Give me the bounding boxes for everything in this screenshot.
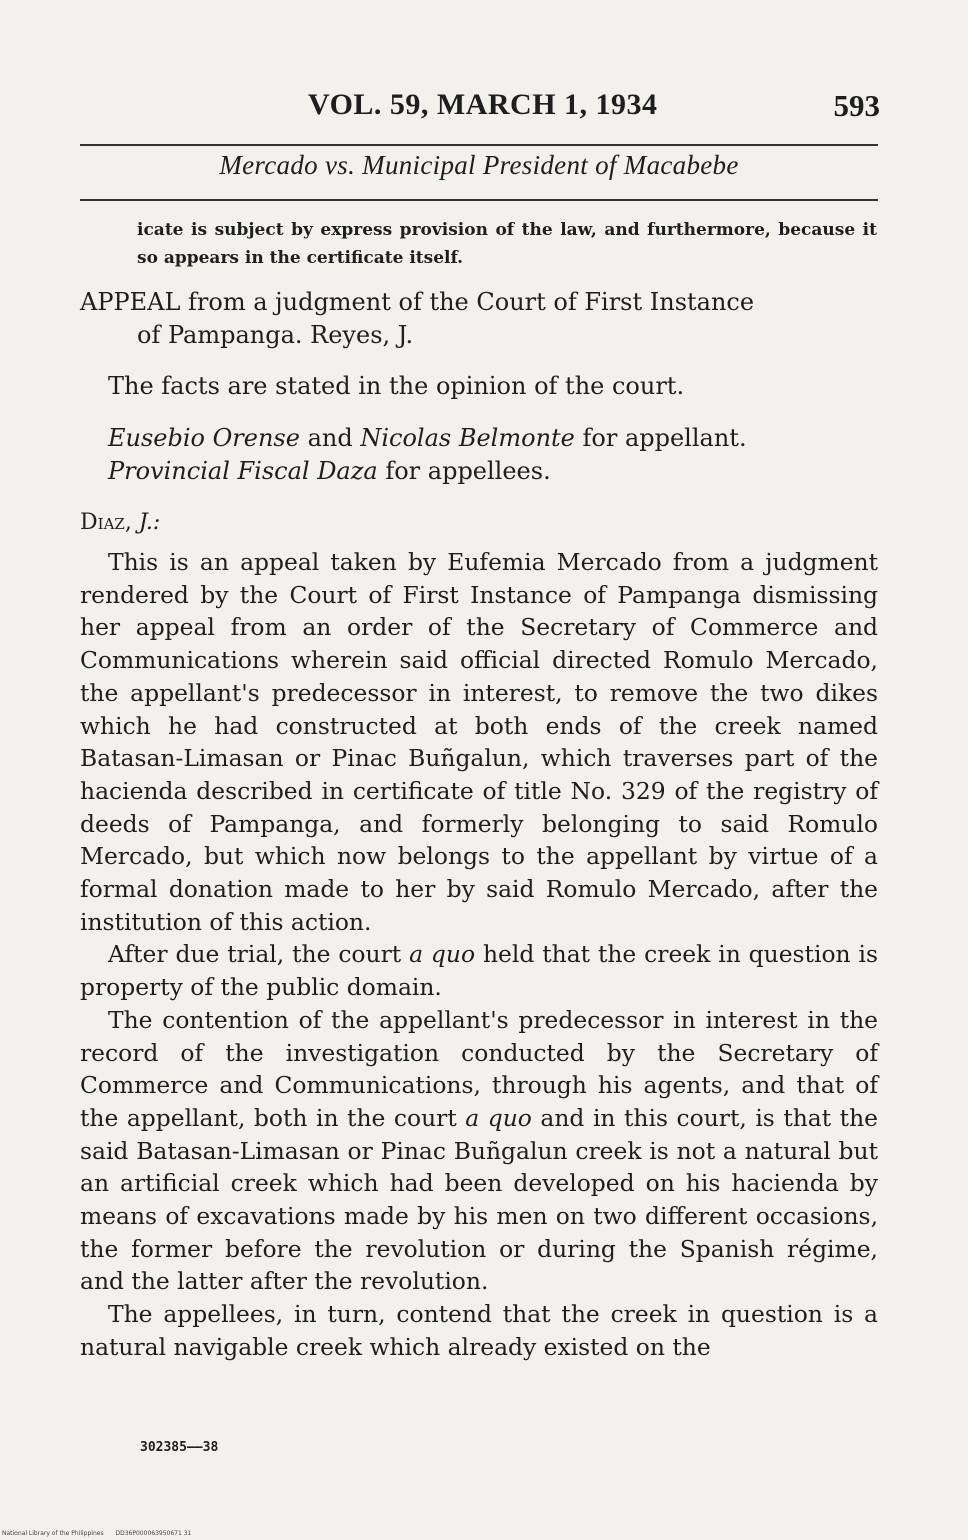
- counsel-block: [108, 422, 878, 488]
- ponente-suffix: J.:: [138, 510, 161, 535]
- syllabus-text: [137, 216, 877, 272]
- appeal-line-1: APPEAL from a judgment of the Court of First Instance: [80, 288, 755, 316]
- header-rule-bottom: [80, 199, 878, 201]
- footer-library: National Library of the Philippines: [2, 1530, 104, 1537]
- running-head: [80, 88, 880, 134]
- appellant-counsel-suffix: for appellant.: [574, 424, 747, 452]
- p2-italic: a quo: [409, 940, 476, 969]
- volume-date: VOL. 59, MARCH 1, 1934: [308, 88, 658, 121]
- opinion-paragraph-2: [80, 938, 878, 1003]
- facts-statement: The facts are stated in the opinion of the court.: [108, 372, 685, 400]
- opinion-paragraph-4: The appellees, in turn, contend that the creek in question is a natural navigable creek which already existed on the: [80, 1300, 878, 1361]
- opinion-paragraph-3: [80, 1004, 878, 1298]
- ponente: [80, 510, 160, 535]
- ponente-name: Diaz,: [80, 510, 139, 535]
- scan-footer: [2, 1530, 201, 1537]
- opinion-paragraph-1: This is an appeal taken by Eufemia Mercado from a judgment rendered by the Court of First Instance of Pampanga dismissing her appeal from an order of the Secretary of Commerce and Communications wherein said official directed Romulo Mercado, the appellant's predecessor in interest, to remove the two dikes which he had constructed at both ends of the creek named Batasan-Limasan or Pinac Buñgalun, which traverses part of the hacienda described in certificate of title No. 329 of the registry of deeds of Pampanga, and formerly belonging to said Romulo Mercado, but which now belongs to the appellant by virtue of a formal donation made to her by said Romulo Mercado, after the institution of this action.: [80, 548, 878, 936]
- p3-italic: a quo: [465, 1103, 532, 1132]
- header-rule-top: [80, 144, 878, 146]
- appellant-counsel-name-2: Nicolas Belmonte: [360, 424, 575, 452]
- printer-signature: 302385——38: [140, 1440, 219, 1455]
- page-number: 593: [833, 88, 880, 123]
- footer-code: DD36P000063950671 31: [115, 1530, 192, 1537]
- appellant-counsel: [108, 422, 878, 455]
- appellee-counsel-suffix: for appellees.: [377, 457, 551, 485]
- case-title: Mercado vs. Municipal President of Macabebe: [219, 150, 739, 180]
- appeal-line-2: of Pampanga. Reyes, J.: [137, 321, 414, 349]
- p3-text-b: and in this court, is that the said Batasan-Limasan or Pinac Buñgalun creek is not a natural but an artificial creek which had been developed on his hacienda by means of excavations made by his men on two different occasions, the former before the revolution or during the Spanish régime, and the latter after the revolution.: [80, 1103, 878, 1296]
- appellant-counsel-name-1: Eusebio Orense: [108, 424, 300, 452]
- p2-text-b: held that the creek in question is property of the public domain.: [80, 940, 878, 1002]
- counsel-and: and: [299, 424, 361, 452]
- opinion-body: [80, 546, 878, 1364]
- appeal-statement: [80, 286, 878, 352]
- appellee-counsel-name: Provincial Fiscal Daza: [108, 457, 378, 485]
- p2-text-a: After due trial, the court: [108, 940, 410, 969]
- syllabus-paragraph: icate is subject by express provision of the law, and furthermore, because it so appears in the certificate itself.: [137, 220, 877, 268]
- p3-text-a: The contention of the appellant's predecessor in interest in the record of the investigation conducted by the Secretary of Commerce and Communications, through his agents, and that of the appellant, both in the court: [80, 1005, 878, 1132]
- appellee-counsel: [108, 455, 878, 488]
